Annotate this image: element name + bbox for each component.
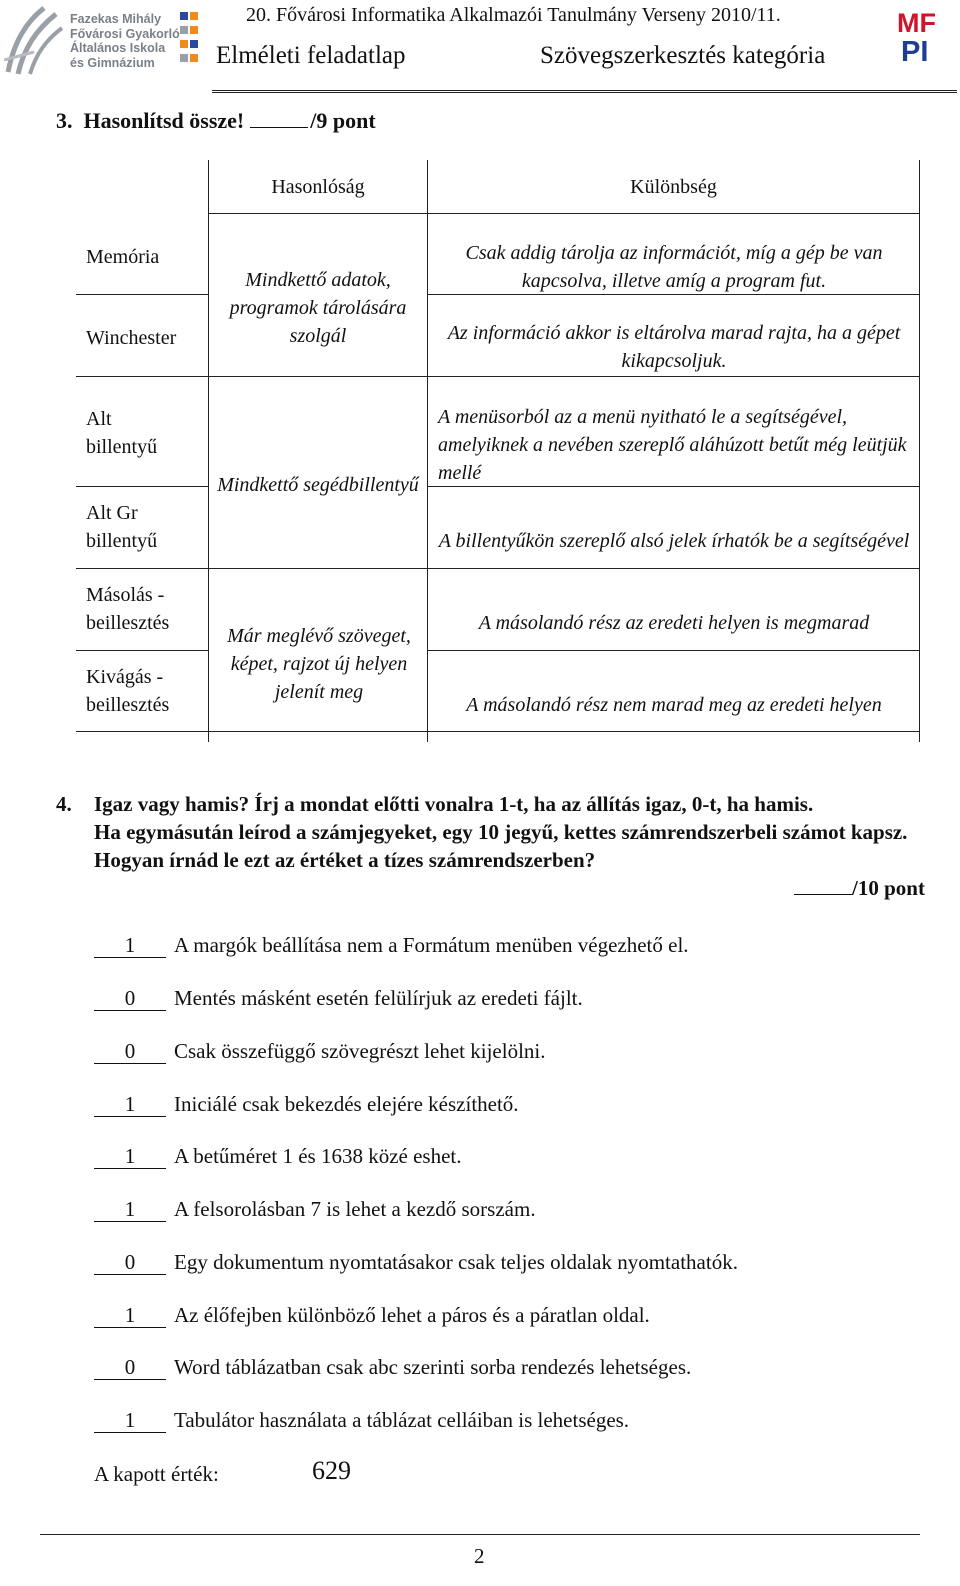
statement-text: Az élőfejben különböző lehet a páros és a páratlan oldal.: [174, 1303, 650, 1327]
statement: [94, 930, 689, 960]
item-label: Másolás - beillesztés: [86, 584, 170, 634]
difference-cell: A billentyűkön szereplő alsó jelek írhatók be a segítségével: [438, 530, 910, 552]
statement: [94, 1352, 691, 1382]
comparison-table: [76, 160, 930, 742]
result-line: [94, 1456, 351, 1487]
statement: [94, 1089, 519, 1119]
task4-number: 4.: [56, 792, 72, 816]
score-blank[interactable]: [794, 876, 852, 895]
table-border: [76, 294, 208, 295]
statement: [94, 1405, 629, 1435]
statement-text: Tabulátor használata a táblázat celláiban is lehetséges.: [174, 1408, 630, 1432]
task4-line: Hogyan írnád le ezt az értéket a tízes számrendszerben?: [94, 848, 596, 872]
difference-cell: Az információ akkor is eltárolva marad rajta, ha a gépet kikapcsoljuk.: [447, 322, 901, 372]
difference-cell: A másolandó rész az eredeti helyen is megmarad: [478, 612, 870, 634]
svg-text:PI: PI: [901, 36, 929, 65]
statement-text: A felsorolásban 7 is lehet a kezdő sorszám.: [174, 1197, 536, 1221]
logo-squares-icon: [180, 12, 210, 72]
statement: [94, 1194, 536, 1224]
statement-text: Egy dokumentum nyomtatásakor csak teljes oldalak nyomtathatók.: [174, 1250, 738, 1274]
result-label: A kapott érték:: [94, 1462, 219, 1486]
logo-line: Fazekas Mihály: [70, 12, 162, 26]
answer-blank[interactable]: 0: [94, 1250, 166, 1275]
table-border: [76, 376, 920, 377]
statement-text: Mentés másként esetén felülírjuk az eredeti fájlt.: [174, 986, 583, 1010]
logo-line: Általános Iskola: [70, 41, 166, 55]
difference-cell: A menüsorból az a menü nyitható le a segítségével, amelyiknek a nevében szereplő aláhúzott betűt még leütjük mellé: [438, 406, 907, 484]
similarity-cell: Már meglévő szöveget, képet, rajzot új helyen jelenít meg: [227, 625, 411, 703]
task3-number: 3.: [56, 108, 73, 133]
header-similarity: Hasonlóság: [271, 176, 365, 198]
item-label: Winchester: [86, 327, 177, 349]
mfpi-logo-icon: [895, 5, 943, 65]
task4-points-text: /10 pont: [852, 876, 925, 900]
statement-text: Iniciálé csak bekezdés elejére készíthető.: [174, 1092, 519, 1116]
svg-text:MF: MF: [897, 8, 936, 38]
answer-blank[interactable]: 1: [94, 1092, 166, 1117]
table-border: [76, 650, 208, 651]
task3-title-text: Hasonlítsd össze!: [83, 108, 245, 133]
task3-title: [56, 108, 376, 134]
statement: [94, 1141, 462, 1171]
item-label: Alt Gr billentyű: [86, 502, 158, 552]
statement: [94, 1036, 546, 1066]
task4-line: Ha egymásután leírod a számjegyeket, egy 10 jegyű, kettes számrendszerbeli számot kapsz.: [94, 820, 908, 844]
similarity-cell: Mindkettő segédbillentyű: [217, 474, 419, 496]
category-title: Szövegszerkesztés kategória: [540, 42, 826, 69]
footer-rule: [40, 1534, 920, 1535]
difference-cell: Csak addig tárolja az információt, míg a gép be van kapcsolva, illetve amíg a program fut.: [465, 242, 883, 292]
school-emblem-icon: [4, 2, 66, 78]
task4-points: [794, 874, 925, 902]
header-difference: Különbség: [630, 176, 717, 198]
answer-blank[interactable]: 0: [94, 1355, 166, 1380]
statement: [94, 1300, 650, 1330]
statement-text: Word táblázatban csak abc szerinti sorba rendezés lehetséges.: [174, 1355, 692, 1379]
logo-line: és Gimnázium: [70, 55, 155, 70]
answer-blank[interactable]: 0: [94, 986, 166, 1011]
answer-blank[interactable]: 0: [94, 1039, 166, 1064]
table-border: [919, 160, 920, 214]
sheet-title: Elméleti feladatlap: [216, 42, 406, 69]
answer-blank[interactable]: 1: [94, 933, 166, 958]
difference-cell: A másolandó rész nem marad meg az eredeti helyen: [466, 694, 882, 716]
answer-blank[interactable]: 1: [94, 1144, 166, 1169]
page-header: [0, 0, 960, 90]
statement: [94, 1247, 738, 1277]
item-label: Kivágás - beillesztés: [86, 666, 170, 716]
table-border: [76, 486, 208, 487]
statement-text: Csak összefüggő szövegrészt lehet kijelölni.: [174, 1039, 546, 1063]
statement: [94, 983, 583, 1013]
table-border: [208, 160, 209, 742]
answer-blank[interactable]: 1: [94, 1408, 166, 1433]
similarity-cell: Mindkettő adatok, programok tárolására szolgál: [229, 269, 407, 347]
task4-text: [94, 790, 954, 874]
item-label: Alt billentyű: [86, 408, 158, 458]
result-value[interactable]: 629: [312, 1456, 351, 1485]
answer-blank[interactable]: 1: [94, 1197, 166, 1222]
answer-blank[interactable]: 1: [94, 1303, 166, 1328]
task3-points: /9 pont: [310, 108, 376, 133]
score-blank[interactable]: [250, 109, 308, 128]
school-logo: [4, 2, 212, 80]
school-logo-text: [70, 12, 180, 70]
statement-text: A betűméret 1 és 1638 közé eshet.: [174, 1144, 462, 1168]
header-rule: [212, 90, 957, 93]
competition-title: 20. Fővárosi Informatika Alkalmazói Tanulmány Verseny 2010/11.: [246, 4, 781, 26]
statement-text: A margók beállítása nem a Formátum menüben végezhető el.: [174, 933, 689, 957]
task4-line: Igaz vagy hamis? Írj a mondat előtti vonalra 1-t, ha az állítás igaz, 0-t, ha hamis.: [94, 792, 814, 816]
logo-line: Fővárosi Gyakorló: [70, 26, 180, 41]
item-label: Memória: [86, 246, 160, 268]
page-number: 2: [474, 1544, 485, 1568]
